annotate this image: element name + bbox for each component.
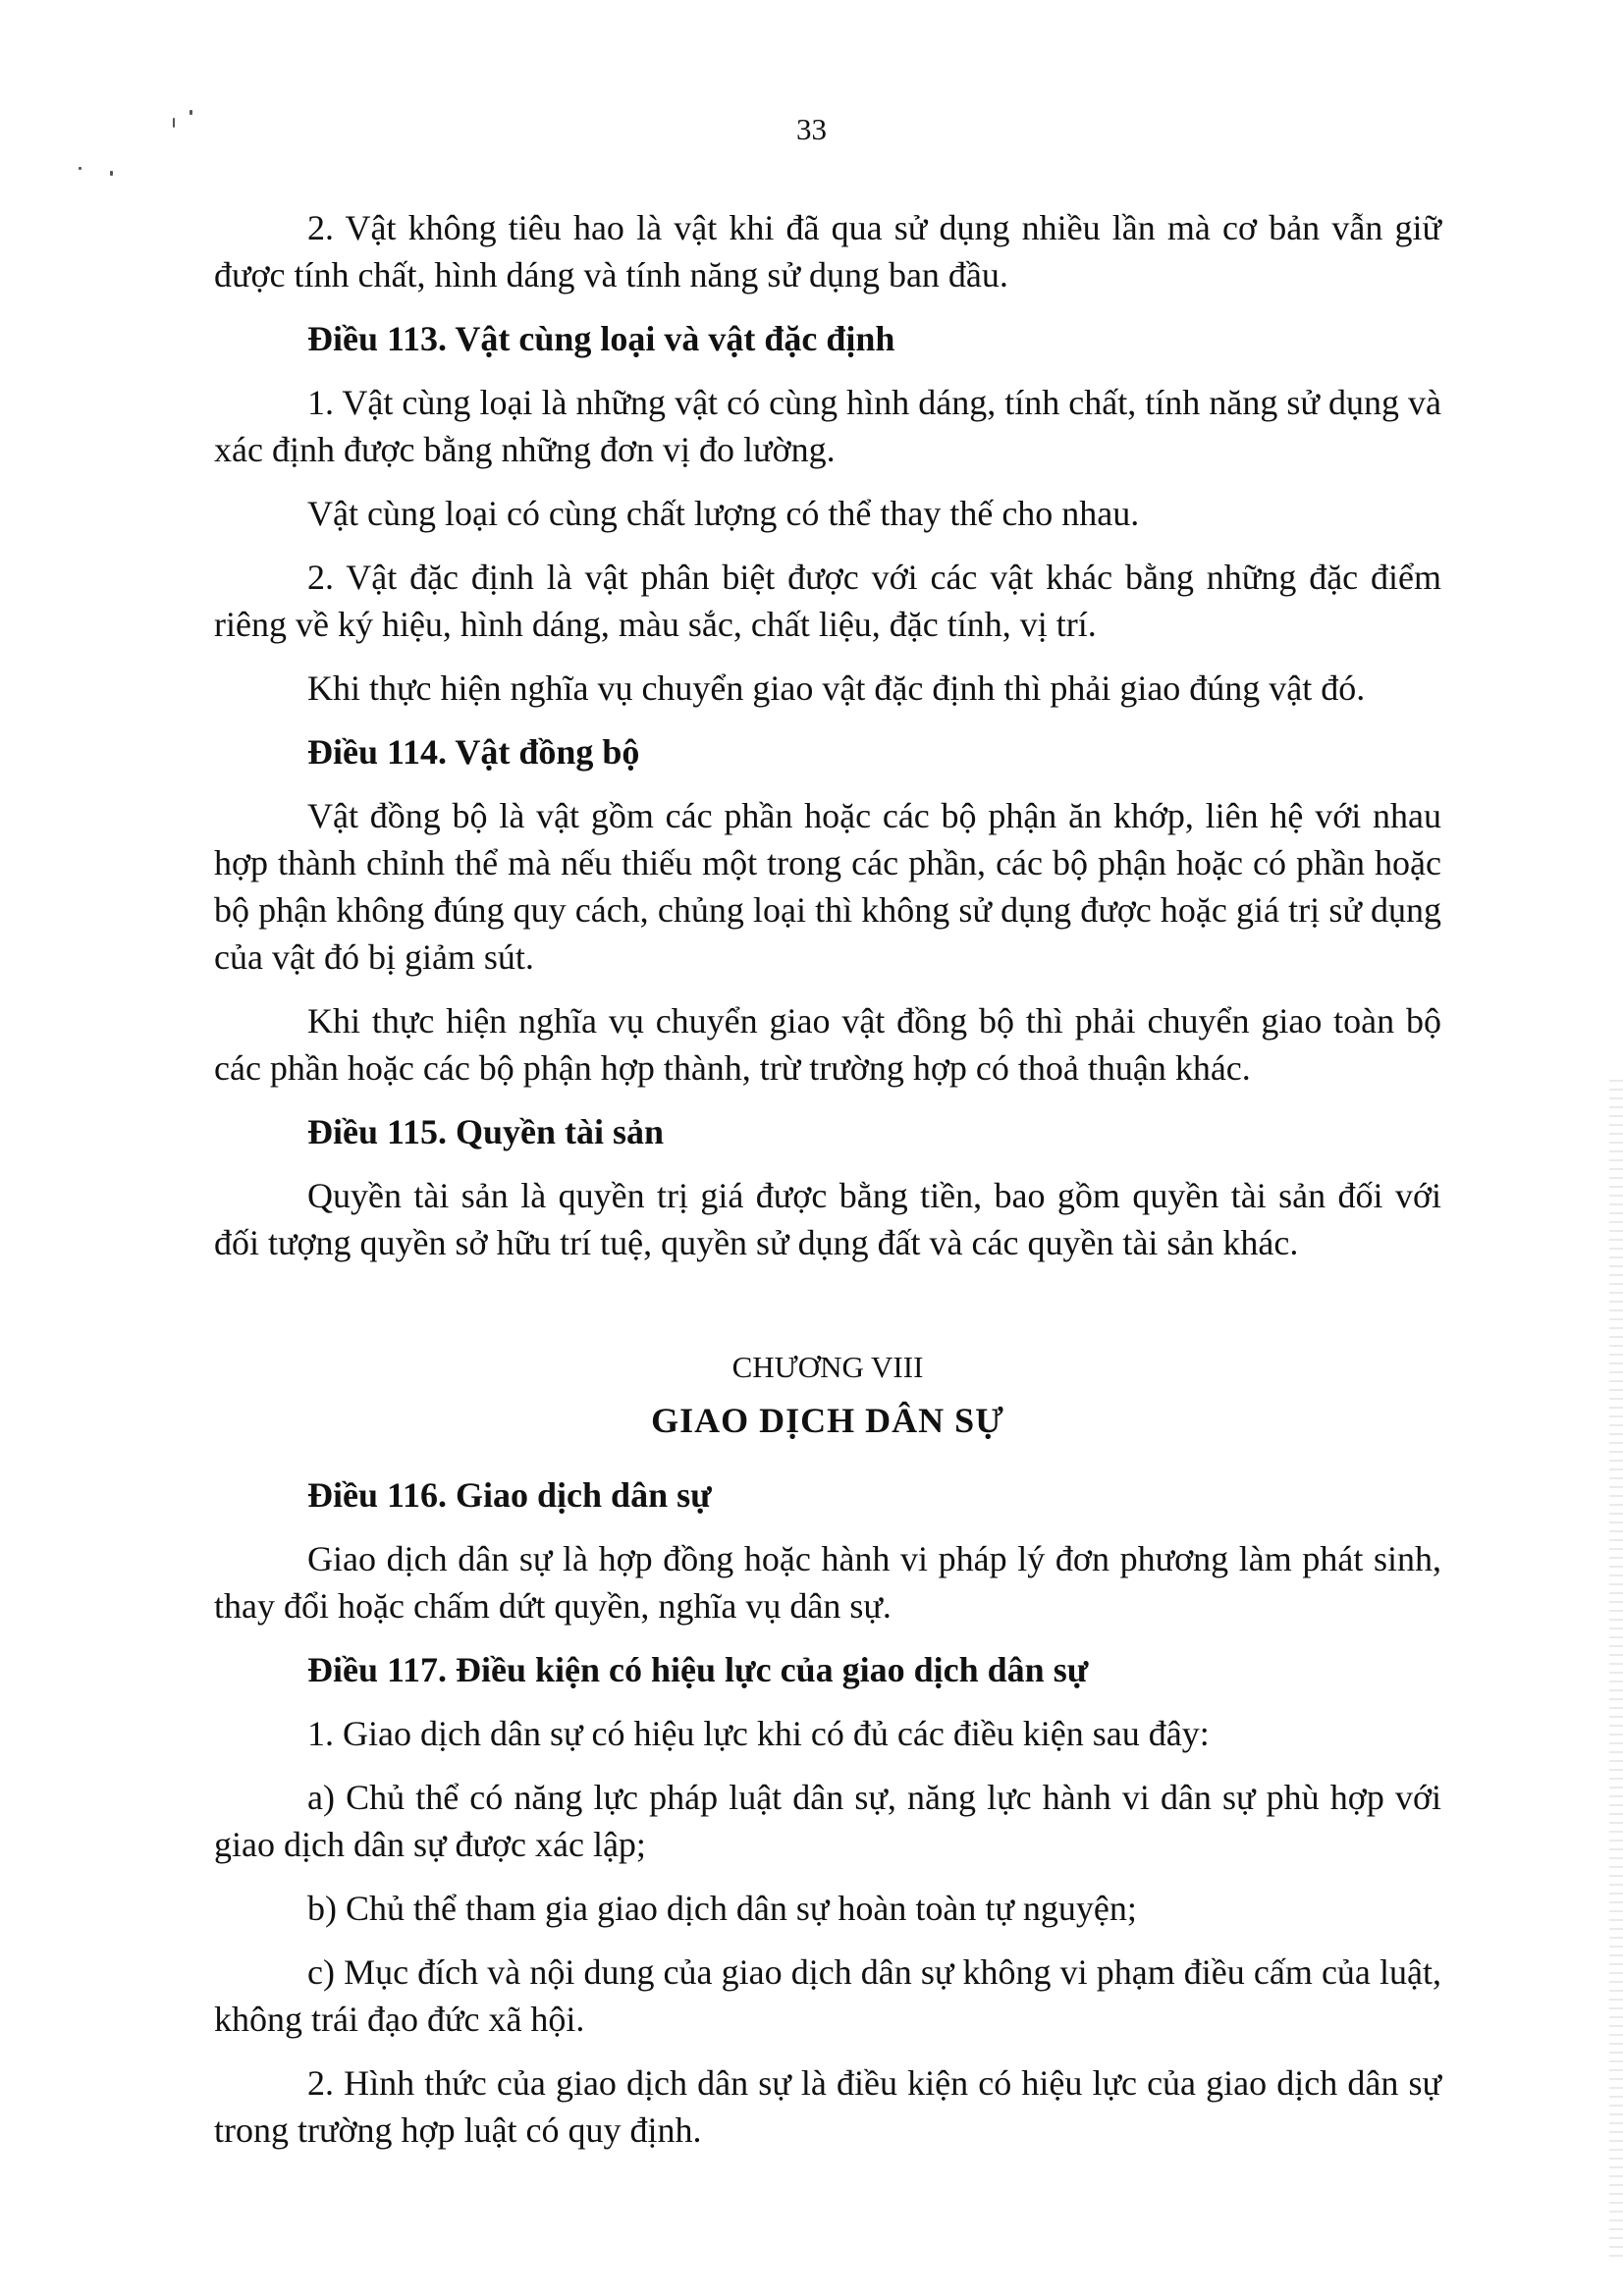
- paragraph: 2. Vật đặc định là vật phân biệt được với các vật khác bằng những đặc điểm riêng về ký hiệu, hình dáng, màu sắc, chất liệu, đặc tính, vị trí.: [214, 558, 1441, 644]
- scan-artifact: [189, 110, 192, 115]
- paragraph: Quyền tài sản là quyền trị giá được bằng tiền, bao gồm quyền tài sản đối với đối tượng quyền sở hữu trí tuệ, quyền sử dụng đất và các quyền tài sản khác.: [214, 1176, 1441, 1262]
- article-heading: Điều 114. Vật đồng bộ: [307, 732, 640, 772]
- article-heading: Điều 116. Giao dịch dân sự: [307, 1475, 712, 1515]
- article-heading: Điều 117. Điều kiện có hiệu lực của giao dịch dân sự: [307, 1650, 1089, 1689]
- chapter-title: GIAO DỊCH DÂN SỰ: [651, 1401, 1004, 1440]
- scan-artifact: [173, 118, 175, 128]
- paragraph: a) Chủ thể có năng lực pháp luật dân sự, năng lực hành vi dân sự phù hợp với giao dịch dân sự được xác lập;: [214, 1778, 1441, 1864]
- paragraph: Khi thực hiện nghĩa vụ chuyển giao vật đồng bộ thì phải chuyển giao toàn bộ các phần hoặc các bộ phận hợp thành, trừ trường hợp có thoả thuận khác.: [214, 1001, 1441, 1088]
- paragraph: 2. Hình thức của giao dịch dân sự là điều kiện có hiệu lực của giao dịch dân sự trong trường hợp luật có quy định.: [214, 2063, 1441, 2150]
- document-body: [214, 204, 1441, 2170]
- paragraph: Khi thực hiện nghĩa vụ chuyển giao vật đặc định thì phải giao đúng vật đó.: [307, 668, 1366, 708]
- paragraph: Vật đồng bộ là vật gồm các phần hoặc các bộ phận ăn khớp, liên hệ với nhau hợp thành chỉnh thể mà nếu thiếu một trong các phần, các bộ phận hoặc có phần hoặc bộ phận không đúng quy cách, chủng loại thì không sử dụng được hoặc giá trị sử dụng của vật đó bị giảm sút.: [214, 796, 1441, 977]
- paragraph: 2. Vật không tiêu hao là vật khi đã qua sử dụng nhiều lần mà cơ bản vẫn giữ được tính chất, hình dáng và tính năng sử dụng ban đầu.: [214, 208, 1441, 294]
- scan-edge-noise: [1609, 1080, 1623, 2258]
- scan-artifact: [79, 167, 81, 170]
- paragraph: 1. Vật cùng loại là những vật có cùng hình dáng, tính chất, tính năng sử dụng và xác định được bằng những đơn vị đo lường.: [214, 383, 1441, 469]
- paragraph: 1. Giao dịch dân sự có hiệu lực khi có đủ các điều kiện sau đây:: [307, 1714, 1210, 1753]
- paragraph: Vật cùng loại có cùng chất lượng có thể thay thế cho nhau.: [307, 494, 1140, 533]
- paragraph: b) Chủ thể tham gia giao dịch dân sự hoàn toàn tự nguyện;: [307, 1889, 1137, 1928]
- scan-artifact: [110, 171, 113, 176]
- article-heading: Điều 115. Quyền tài sản: [307, 1112, 665, 1151]
- chapter-label: CHƯƠNG VIII: [731, 1350, 924, 1384]
- article-heading: Điều 113. Vật cùng loại và vật đặc định: [307, 319, 895, 358]
- paragraph: c) Mục đích và nội dung của giao dịch dân sự không vi phạm điều cấm của luật, không trái đạo đức xã hội.: [214, 1952, 1441, 2039]
- paragraph: Giao dịch dân sự là hợp đồng hoặc hành vi pháp lý đơn phương làm phát sinh, thay đổi hoặc chấm dứt quyền, nghĩa vụ dân sự.: [214, 1539, 1441, 1626]
- page-number: 33: [796, 112, 827, 146]
